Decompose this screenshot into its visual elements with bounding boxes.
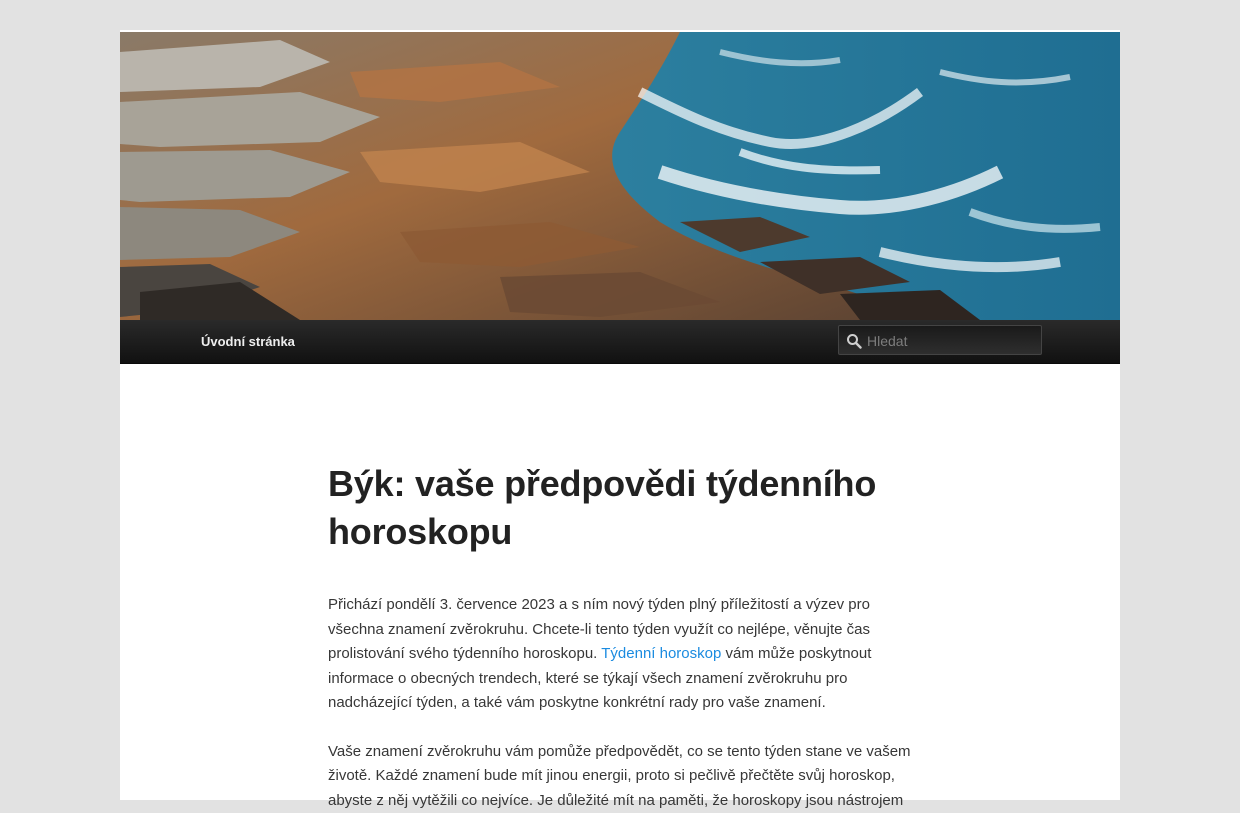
search-icon xyxy=(846,333,862,349)
header-image[interactable] xyxy=(120,32,1120,320)
article-title: Býk: vaše předpovědi týdenního horoskopu xyxy=(328,460,920,556)
page-container xyxy=(120,30,1120,800)
paragraph-text: vám může poskytnout informace o obecných trendech, které se týkají všech znamení zvěrokruhu pro nadcházející týden, a také vám poskytne konkrétní rady pro vaše znamení. xyxy=(328,645,871,711)
paragraph-text: Přichází pondělí 3. července 2023 a s ním nový týden plný příležitostí a výzev pro všechna znamení zvěrokruhu. Chcete-li tento týden využít co nejlépe, věnujte čas prolistování svého týdenního horoskopu. xyxy=(328,596,870,662)
nav-item-home[interactable]: Úvodní stránka xyxy=(201,320,295,363)
article-paragraph xyxy=(328,593,920,716)
search-input[interactable] xyxy=(865,328,1039,354)
main-navigation xyxy=(120,320,1120,364)
search-box[interactable] xyxy=(838,325,1042,355)
coastal-rocks-and-sea-photo xyxy=(120,32,1120,320)
weekly-horoscope-link[interactable]: Týdenní horoskop xyxy=(601,645,721,662)
article xyxy=(328,460,920,813)
article-paragraph: Vaše znamení zvěrokruhu vám pomůže předpovědět, co se tento týden stane ve vašem životě. Každé znamení bude mít jinou energii, proto si pečlivě přečtěte svůj horoskop, abyste z něj vytěžili co nejvíce. Je důležité mít na paměti, že horoskopy jsou nástrojem xyxy=(328,740,920,813)
